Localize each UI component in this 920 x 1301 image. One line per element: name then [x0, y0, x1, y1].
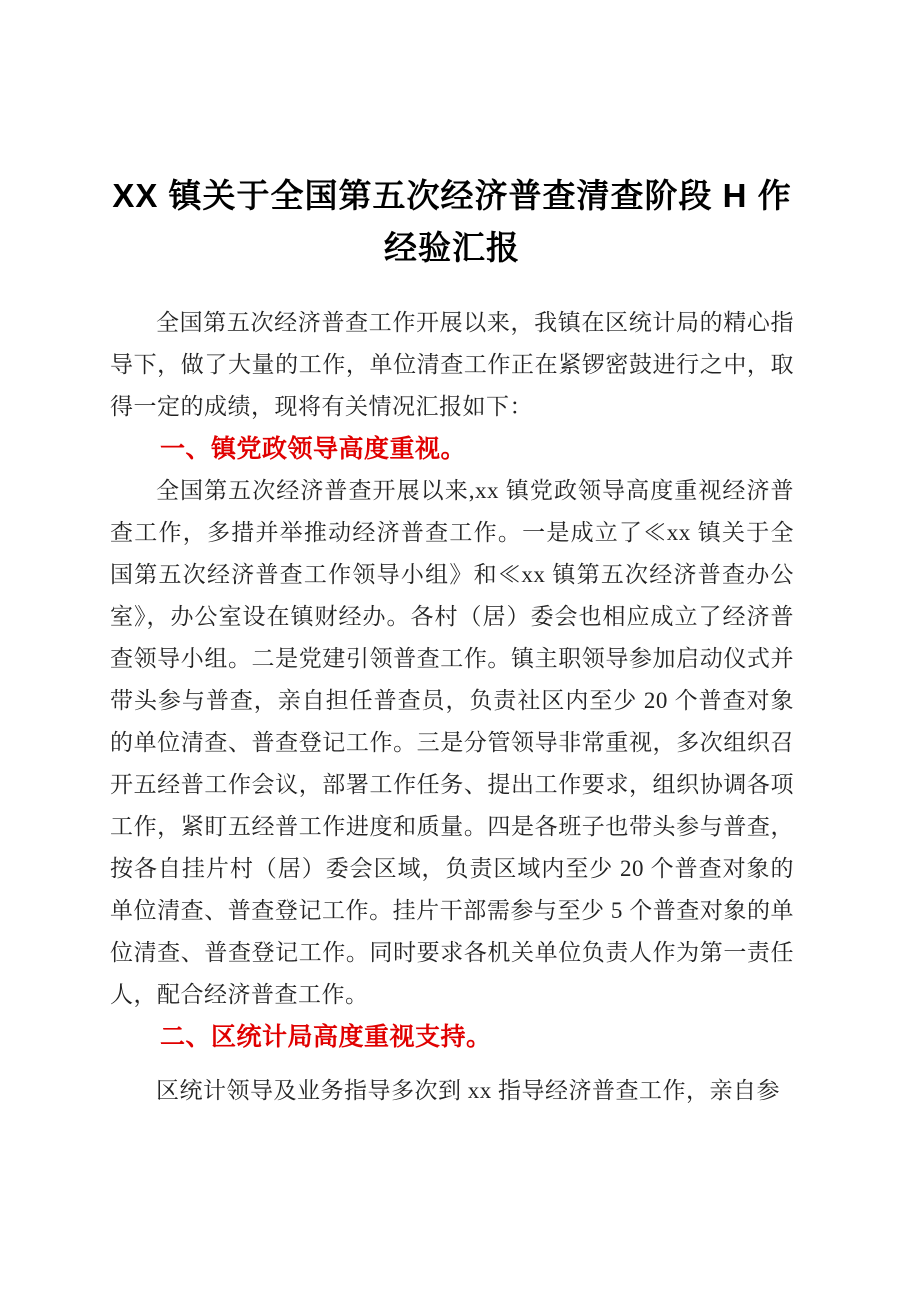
document-body	[110, 302, 794, 1112]
document-title-line-1: XX 镇关于全国第五次经济普查清查阶段 H 作	[112, 177, 792, 214]
body-paragraph: 全国第五次经济普查开展以来,xx 镇党政领导高度重视经济普查工作，多措并举推动经济普查工作。一是成立了≪xx 镇关于全国第五次经济普查工作领导小组》和≪xx 镇第五次经济普查办公室》，办公室设在镇财经办。各村（居）委会也相应成立了经济普查领导小组。二是党建引领普查工作。镇主职领导参加启动仪式并带头参与普查，亲自担任普查员，负责社区内至少 20 个普查对象的单位清查、普查登记工作。三是分管领导非常重视，多次组织召开五经普工作会议，部署工作任务、提出工作要求，组织协调各项工作，紧盯五经普工作进度和质量。四是各班子也带头参与普查，按各自挂片村（居）委会区域，负责区域内至少 20 个普查对象的单位清查、普查登记工作。挂片干部需参与至少 5 个普查对象的单位清查、普查登记工作。同时要求各机关单位负责人作为第一责任人，配合经济普查工作。	[110, 478, 795, 1007]
body-paragraph: 全国第五次经济普查工作开展以来，我镇在区统计局的精心指导下，做了大量的工作，单位清查工作正在紧锣密鼓进行之中，取得一定的成绩，现将有关情况汇报如下：	[110, 310, 794, 419]
section-heading: 二、区统计局高度重视支持。	[160, 1023, 492, 1051]
body-paragraph: 区统计领导及业务指导多次到 xx 指导经济普查工作，亲自参	[156, 1078, 780, 1103]
document-title-line-2: 经验汇报	[384, 229, 520, 266]
section-heading: 一、镇党政领导高度重视。	[160, 435, 467, 463]
document-title	[110, 170, 794, 274]
